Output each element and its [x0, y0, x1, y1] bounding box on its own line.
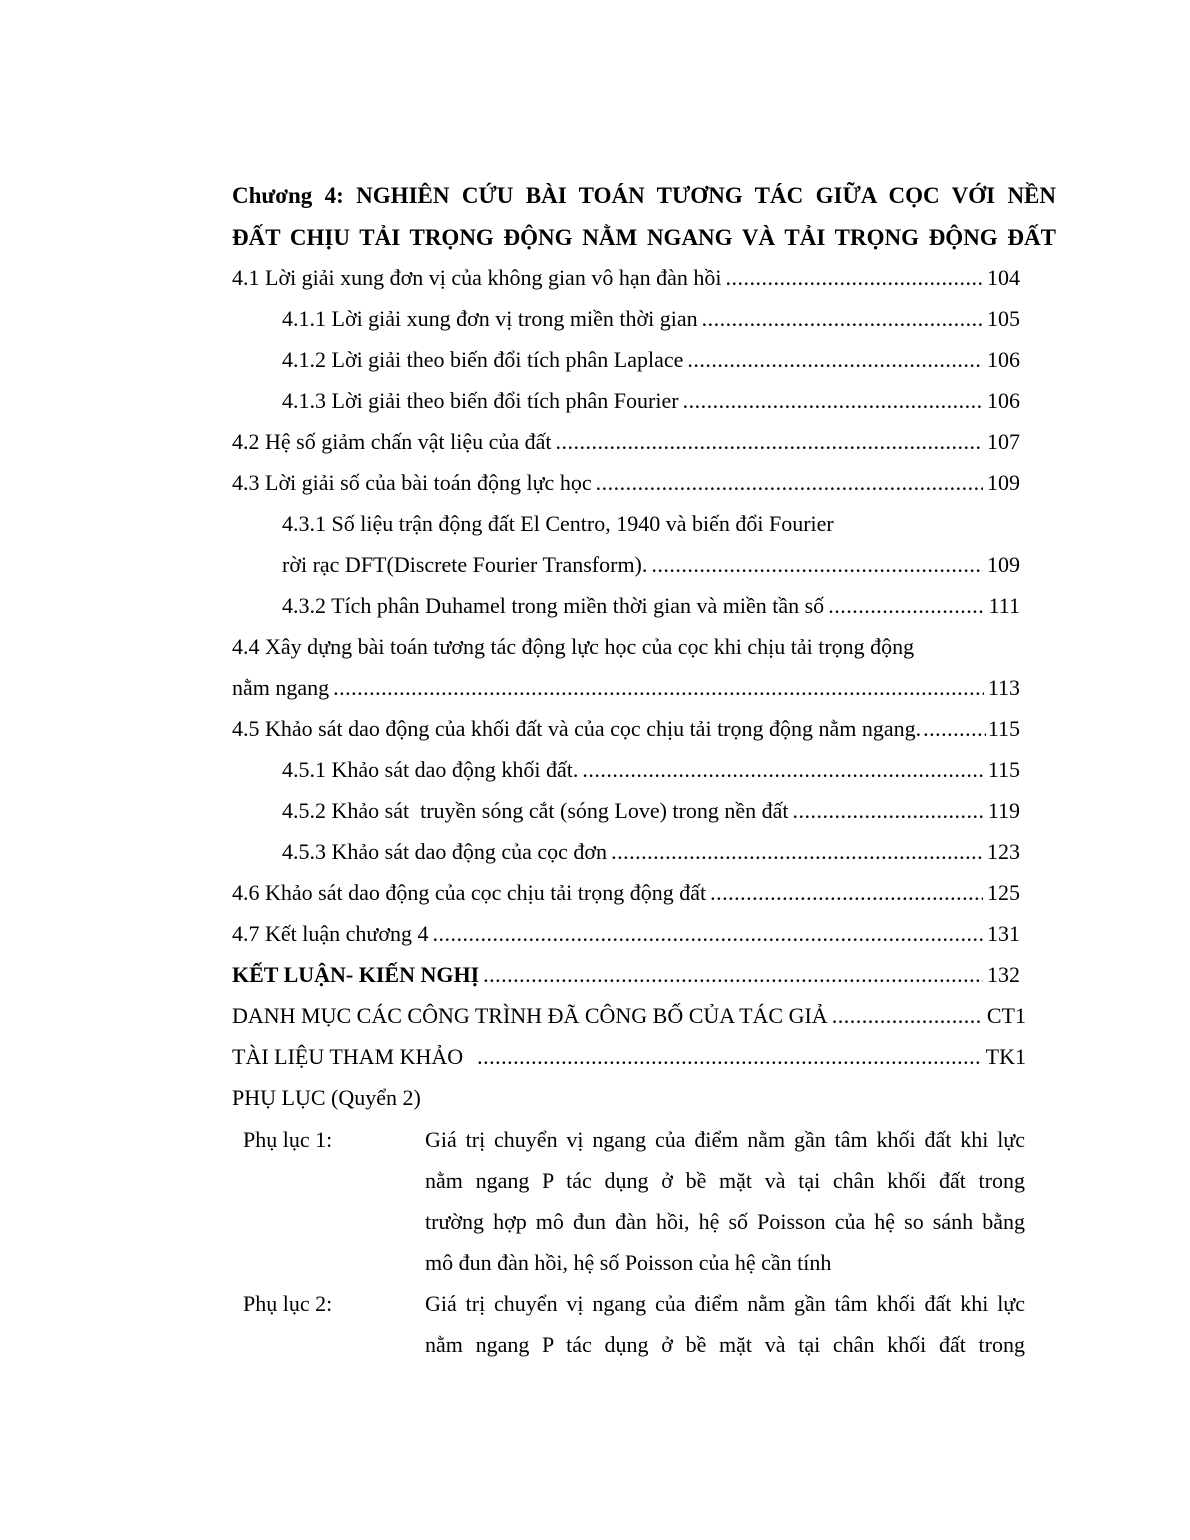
toc-entry-4-3-2[interactable] — [282, 592, 1020, 620]
toc-leader — [556, 428, 983, 456]
toc-entry-publications[interactable] — [232, 1002, 1026, 1030]
toc-leader — [611, 838, 983, 866]
toc-entry-conclusion[interactable] — [232, 961, 1020, 989]
toc-entry-title: 4.2 Hệ số giảm chấn vật liệu của đất — [232, 429, 552, 454]
toc-entry-4-3-1[interactable] — [282, 551, 1020, 579]
toc-page-number: CT1 — [986, 1003, 1026, 1028]
toc-leader — [923, 715, 986, 743]
toc-entry-title: 4.3.2 Tích phân Duhamel trong miền thời gian và miền tần số — [282, 593, 825, 618]
toc-leader — [793, 797, 984, 825]
toc-page-number: 115 — [987, 757, 1020, 782]
appendix-2-label: Phụ lục 2: — [243, 1291, 333, 1316]
toc-entry-title: KẾT LUẬN- KIẾN NGHỊ — [232, 962, 480, 987]
toc-leader — [651, 551, 983, 579]
toc-entry-title: 4.6 Khảo sát dao động của cọc chịu tải trọng động đất — [232, 880, 707, 905]
toc-leader — [483, 961, 983, 989]
appendix-line: Giá trị chuyển vị ngang của điểm nằm gần tâm khối đất khi lực — [425, 1291, 1025, 1316]
toc-entry-4-5-2[interactable] — [282, 797, 1020, 825]
toc-entry-title: nằm ngang — [232, 675, 330, 700]
toc-leader — [596, 469, 983, 497]
toc-entry-title: 4.1.1 Lời giải xung đơn vị trong miền thời gian — [282, 306, 698, 331]
toc-entry-4-1-2[interactable] — [282, 346, 1020, 374]
toc-entry-4-3[interactable] — [232, 469, 1020, 497]
toc-entry-4-5-3[interactable] — [282, 838, 1020, 866]
toc-page-number: 111 — [988, 593, 1020, 618]
toc-leader — [687, 346, 983, 374]
toc-entry-4-4-line-1[interactable]: 4.4 Xây dựng bài toán tương tác động lực học của cọc khi chịu tải trọng động — [232, 634, 915, 659]
toc-leader — [725, 264, 983, 292]
toc-entry-4-2[interactable] — [232, 428, 1020, 456]
toc-page-number: 106 — [987, 347, 1020, 372]
appendix-line: nằm ngang P tác dụng ở bề mặt và tại chân khối đất trong — [425, 1332, 1025, 1357]
toc-leader — [333, 674, 984, 702]
toc-page-number: 113 — [987, 675, 1020, 700]
toc-page-number: 123 — [987, 839, 1020, 864]
toc-leader — [432, 920, 983, 948]
toc-entry-title: 4.5.1 Khảo sát dao động khối đất. — [282, 757, 579, 782]
appendix-line: nằm ngang P tác dụng ở bề mặt và tại chân khối đất trong — [425, 1168, 1025, 1193]
toc-entry-4-5-1[interactable] — [282, 756, 1020, 784]
toc-entry-title: 4.1.3 Lời giải theo biến đổi tích phân Fourier — [282, 388, 679, 413]
toc-leader — [582, 756, 983, 784]
toc-page-number: 132 — [987, 962, 1020, 987]
appendix-2-description — [425, 1283, 1025, 1365]
toc-entry-appendix[interactable]: PHỤ LỤC (Quyển 2) — [232, 1085, 421, 1110]
toc-leader — [710, 879, 983, 907]
toc-leader — [832, 1002, 983, 1030]
appendix-line: mô đun đàn hồi, hệ số Poisson của hệ cần tính — [425, 1250, 832, 1275]
toc-page-number: 109 — [987, 470, 1020, 495]
appendix-line: Giá trị chuyển vị ngang của điểm nằm gần tâm khối đất khi lực — [425, 1127, 1025, 1152]
toc-page-number: 119 — [987, 798, 1020, 823]
toc-leader — [683, 387, 983, 415]
appendix-1-label: Phụ lục 1: — [243, 1127, 333, 1152]
toc-entry-4-4[interactable] — [232, 674, 1020, 702]
toc-entry-title: 4.5.3 Khảo sát dao động của cọc đơn — [282, 839, 608, 864]
toc-entry-4-3-1-line-1[interactable]: 4.3.1 Số liệu trận động đất El Centro, 1940 và biến đổi Fourier — [282, 511, 834, 536]
toc-leader — [477, 1043, 982, 1071]
toc-page-number: 105 — [987, 306, 1020, 331]
toc-entry-references[interactable] — [232, 1043, 1026, 1071]
toc-entry-title: 4.7 Kết luận chương 4 — [232, 921, 429, 946]
toc-entry-title: DANH MỤC CÁC CÔNG TRÌNH ĐÃ CÔNG BỐ CỦA TÁC GIẢ — [232, 1003, 828, 1028]
toc-entry-4-1-3[interactable] — [282, 387, 1020, 415]
chapter-title-line-2: ĐẤT CHỊU TẢI TRỌNG ĐỘNG NẰM NGANG VÀ TẢI TRỌNG ĐỘNG ĐẤT — [232, 225, 1056, 250]
toc-entry-4-6[interactable] — [232, 879, 1020, 907]
toc-page-number: 106 — [987, 388, 1020, 413]
toc-entry-title: 4.3 Lời giải số của bài toán động lực học — [232, 470, 592, 495]
toc-entry-title: 4.1.2 Lời giải theo biến đổi tích phân Laplace — [282, 347, 684, 372]
toc-entry-title: 4.1 Lời giải xung đơn vị của không gian vô hạn đàn hồi — [232, 265, 722, 290]
toc-entry-title: rời rạc DFT(Discrete Fourier Transform). — [282, 552, 648, 577]
toc-page-number: 115 — [987, 716, 1020, 741]
appendix-1-description — [425, 1119, 1025, 1283]
toc-entry-title: 4.5.2 Khảo sát truyền sóng cắt (sóng Love) trong nền đất — [282, 798, 789, 823]
toc-page-number: 131 — [987, 921, 1020, 946]
toc-page-number: 107 — [987, 429, 1020, 454]
toc-entry-title: TÀI LIỆU THAM KHẢO — [232, 1044, 464, 1069]
toc-page-number: 104 — [987, 265, 1020, 290]
appendix-line: trường hợp mô đun đàn hồi, hệ số Poisson của hệ so sánh bằng — [425, 1209, 1025, 1234]
toc-entry-title: 4.5 Khảo sát dao động của khối đất và của cọc chịu tải trọng động nằm ngang. — [232, 716, 922, 741]
toc-page-number: 125 — [987, 880, 1020, 905]
toc-entry-4-1-1[interactable] — [282, 305, 1020, 333]
toc-page-number: TK1 — [985, 1044, 1026, 1069]
toc-entry-4-5[interactable] — [232, 715, 1020, 743]
toc-leader — [702, 305, 983, 333]
toc-leader — [828, 592, 984, 620]
toc-page-number: 109 — [987, 552, 1020, 577]
toc-entry-4-7[interactable] — [232, 920, 1020, 948]
chapter-title-line-1: Chương 4: NGHIÊN CỨU BÀI TOÁN TƯƠNG TÁC GIỮA CỌC VỚI NỀN — [232, 183, 1056, 208]
toc-entry-4-1[interactable] — [232, 264, 1020, 292]
